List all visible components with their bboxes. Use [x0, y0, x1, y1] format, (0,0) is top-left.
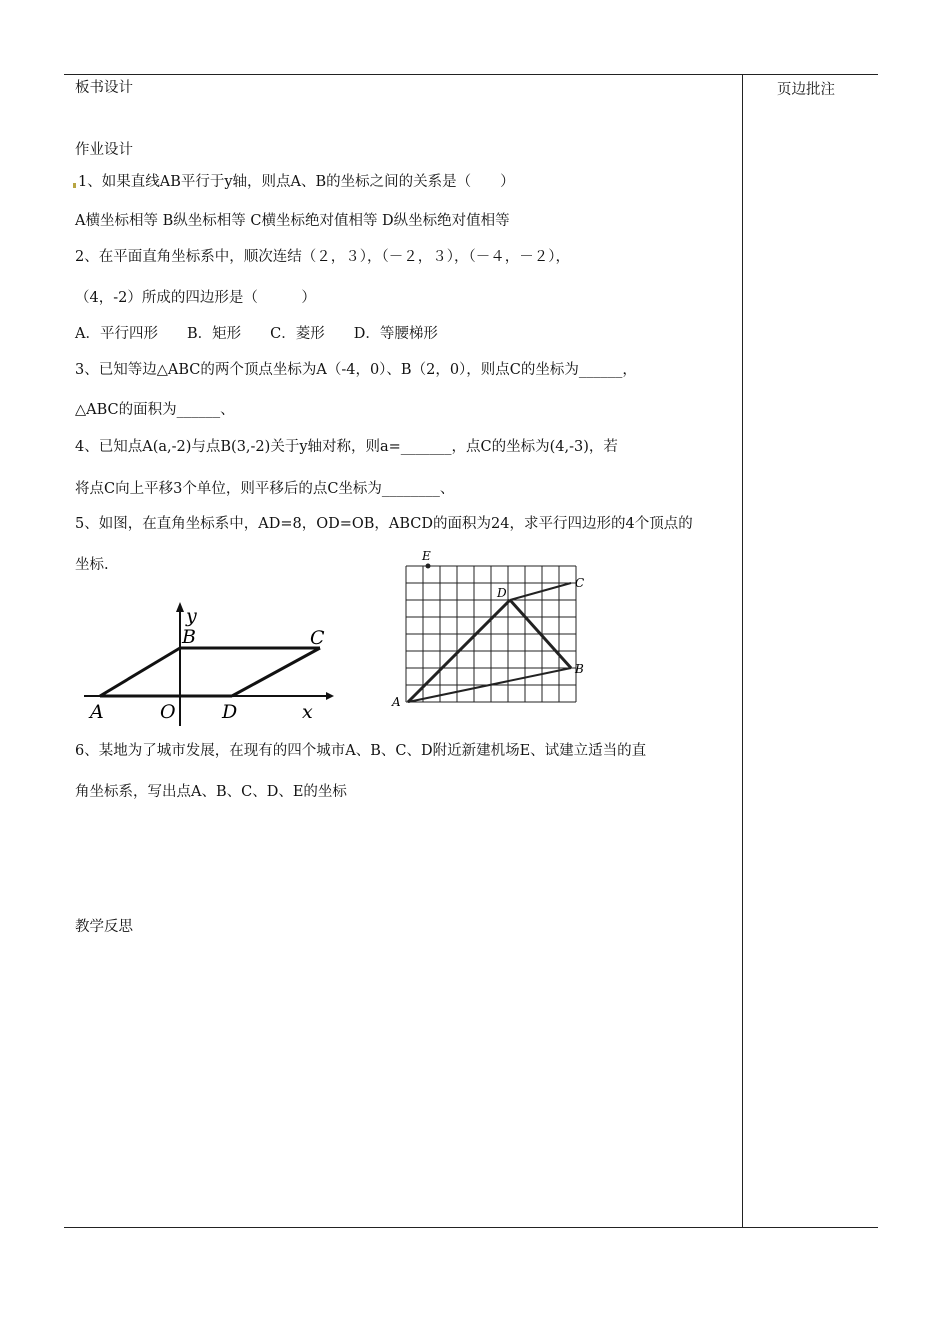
question-1: 1、如果直线AB平行于y轴，则点A、B的坐标之间的关系是（ ） — [73, 172, 515, 192]
question-5-line2: 坐标. — [75, 557, 109, 573]
question-3-line2: △ABC的面积为______、 — [75, 402, 235, 418]
label-e: E — [422, 549, 431, 563]
label-o: O — [160, 701, 176, 723]
label-b2: B — [575, 662, 584, 676]
question-2-line1: 2、在平面直角坐标系中，顺次连结（２，３），（－２，３），（－４，－２）， — [75, 249, 570, 265]
side-notes-header: 页边批注 — [777, 82, 835, 98]
parallelogram-figure — [80, 598, 340, 728]
section-reflection: 教学反思 — [75, 919, 133, 935]
grid-figure — [388, 548, 588, 713]
margin-divider — [742, 74, 743, 1228]
question-4-line1: 4、已知点A(a,-2)与点B(3,-2)关于y轴对称，则a=_______，点C的坐标为(4,-3)，若 — [75, 439, 618, 455]
marker-dot — [73, 183, 76, 188]
label-x: x — [302, 701, 313, 723]
question-2-line2: （4，-2）所成的四边形是（ ） — [75, 290, 316, 306]
label-b: B — [182, 626, 196, 648]
label-a: A — [90, 701, 104, 723]
label-c: C — [310, 627, 325, 649]
section-board: 板书设计 — [75, 80, 133, 96]
y-axis-arrow — [176, 602, 184, 612]
side-ab — [100, 648, 180, 696]
grid-lines — [406, 566, 576, 702]
bottom-rule — [64, 1227, 878, 1228]
x-axis-arrow — [326, 692, 334, 700]
label-a2: A — [392, 695, 401, 709]
point-e — [426, 564, 431, 569]
label-d2: D — [497, 586, 507, 600]
segment-dc — [510, 583, 571, 600]
side-cd — [232, 648, 320, 696]
question-4-line2: 将点C向上平移3个单位，则平移后的点C坐标为________、 — [75, 481, 455, 497]
label-y: y — [186, 605, 197, 627]
question-3-line1: 3、已知等边△ABC的两个顶点坐标为A（-4，0）、B（2，0），则点C的坐标为______， — [75, 362, 637, 378]
question-6-line2: 角坐标系，写出点A、B、C、D、E的坐标 — [75, 784, 347, 800]
section-homework: 作业设计 — [75, 142, 133, 158]
question-2-options: A．平行四形 B．矩形 C．菱形 D．等腰梯形 — [75, 326, 438, 342]
question-1-options: A横坐标相等 B纵坐标相等 C横坐标绝对值相等 D纵坐标绝对值相等 — [75, 213, 510, 229]
label-c2: C — [575, 576, 585, 590]
question-6-line1: 6、某地为了城市发展，在现有的四个城市A、B、C、D附近新建机场E、试建立适当的直 — [75, 743, 647, 759]
top-rule — [64, 74, 878, 75]
question-5-line1: 5、如图，在直角坐标系中，AD=8，OD=OB，ABCD的面积为24，求平行四边形的4个顶点的 — [75, 516, 693, 532]
label-d: D — [222, 701, 238, 723]
